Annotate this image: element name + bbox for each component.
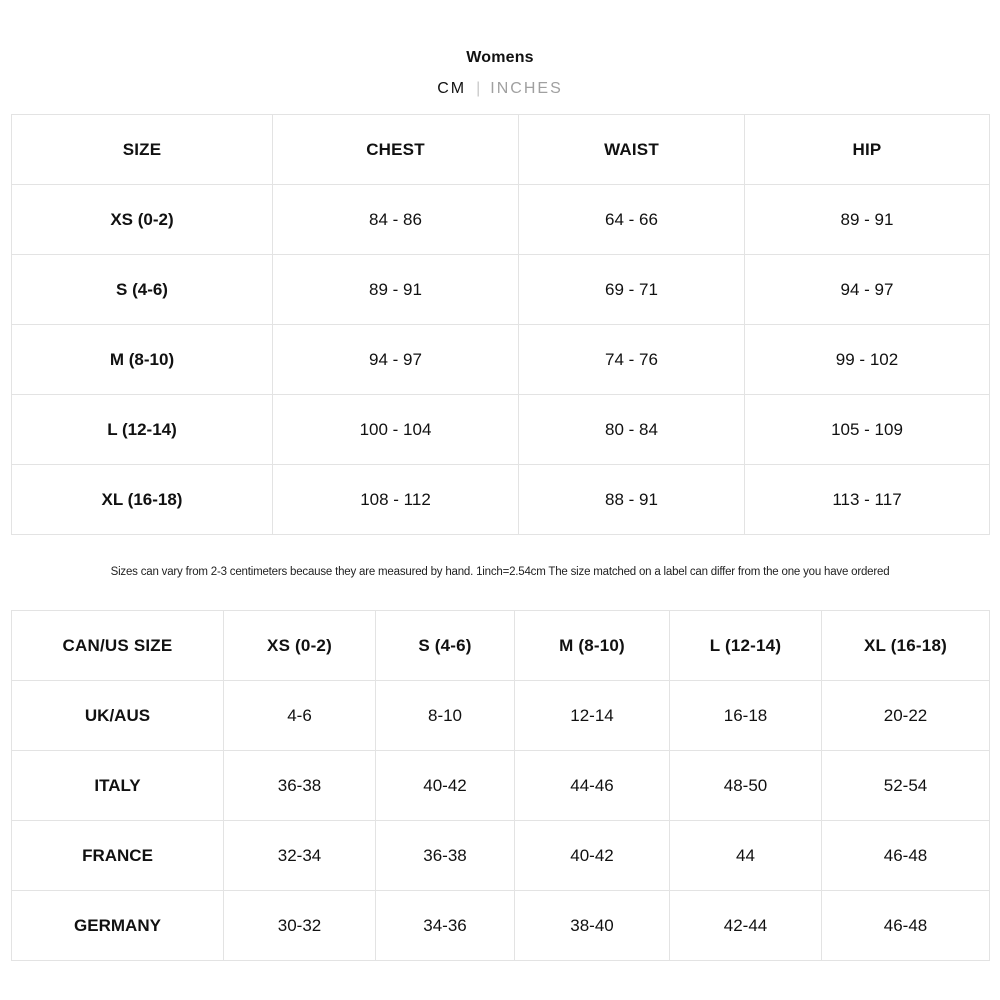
size-value: 42-44 [670,891,822,961]
table-row [12,751,990,821]
size-value: 12-14 [515,681,670,751]
header-size-xl: XL (16-18) [822,611,990,681]
hip-value: 105 - 109 [745,395,990,465]
hip-value: 99 - 102 [745,325,990,395]
size-note: Sizes can vary from 2-3 centimeters because they are measured by hand. 1inch=2.54cm The size matched on a label can differ from the one you have ordered [110,566,890,578]
size-value: 44 [670,821,822,891]
table-row [12,821,990,891]
header-size-xs: XS (0-2) [224,611,376,681]
table-row [12,325,990,395]
header-size-l: L (12-14) [670,611,822,681]
waist-value: 88 - 91 [519,465,745,535]
header-can-us-size: CAN/US SIZE [12,611,224,681]
size-value: 32-34 [224,821,376,891]
unit-toggle [0,80,1000,98]
size-value: 52-54 [822,751,990,821]
page-title: Womens [466,49,534,66]
chest-value: 94 - 97 [273,325,519,395]
hip-value: 113 - 117 [745,465,990,535]
waist-value: 80 - 84 [519,395,745,465]
region-label: GERMANY [12,891,224,961]
table-row [12,255,990,325]
unit-inches-tab[interactable]: INCHES [490,80,563,97]
size-value: 36-38 [376,821,515,891]
size-value: 44-46 [515,751,670,821]
table-row [12,891,990,961]
size-label: XS (0-2) [12,185,273,255]
chest-value: 108 - 112 [273,465,519,535]
chest-value: 100 - 104 [273,395,519,465]
waist-value: 74 - 76 [519,325,745,395]
hip-value: 89 - 91 [745,185,990,255]
header-size: SIZE [12,115,273,185]
region-label: ITALY [12,751,224,821]
size-label: XL (16-18) [12,465,273,535]
header-size-m: M (8-10) [515,611,670,681]
measurements-table [11,114,990,535]
table-row [12,681,990,751]
header-hip: HIP [745,115,990,185]
header-size-s: S (4-6) [376,611,515,681]
size-value: 20-22 [822,681,990,751]
chest-value: 89 - 91 [273,255,519,325]
waist-value: 69 - 71 [519,255,745,325]
size-label: M (8-10) [12,325,273,395]
size-value: 46-48 [822,891,990,961]
region-label: UK/AUS [12,681,224,751]
size-value: 48-50 [670,751,822,821]
size-value: 4-6 [224,681,376,751]
size-label: L (12-14) [12,395,273,465]
table-row [12,465,990,535]
size-value: 36-38 [224,751,376,821]
unit-cm-tab[interactable]: CM [437,80,467,97]
table-row [12,395,990,465]
table-header-row [12,115,990,185]
size-value: 8-10 [376,681,515,751]
size-value: 46-48 [822,821,990,891]
size-value: 38-40 [515,891,670,961]
header-waist: WAIST [519,115,745,185]
waist-value: 64 - 66 [519,185,745,255]
size-value: 40-42 [515,821,670,891]
size-value: 16-18 [670,681,822,751]
size-value: 30-32 [224,891,376,961]
chest-value: 84 - 86 [273,185,519,255]
region-label: FRANCE [12,821,224,891]
header-chest: CHEST [273,115,519,185]
size-value: 40-42 [376,751,515,821]
hip-value: 94 - 97 [745,255,990,325]
size-label: S (4-6) [12,255,273,325]
table-row [12,185,990,255]
table-header-row [12,611,990,681]
size-conversion-table [11,610,990,961]
unit-separator: | [476,80,481,97]
size-value: 34-36 [376,891,515,961]
